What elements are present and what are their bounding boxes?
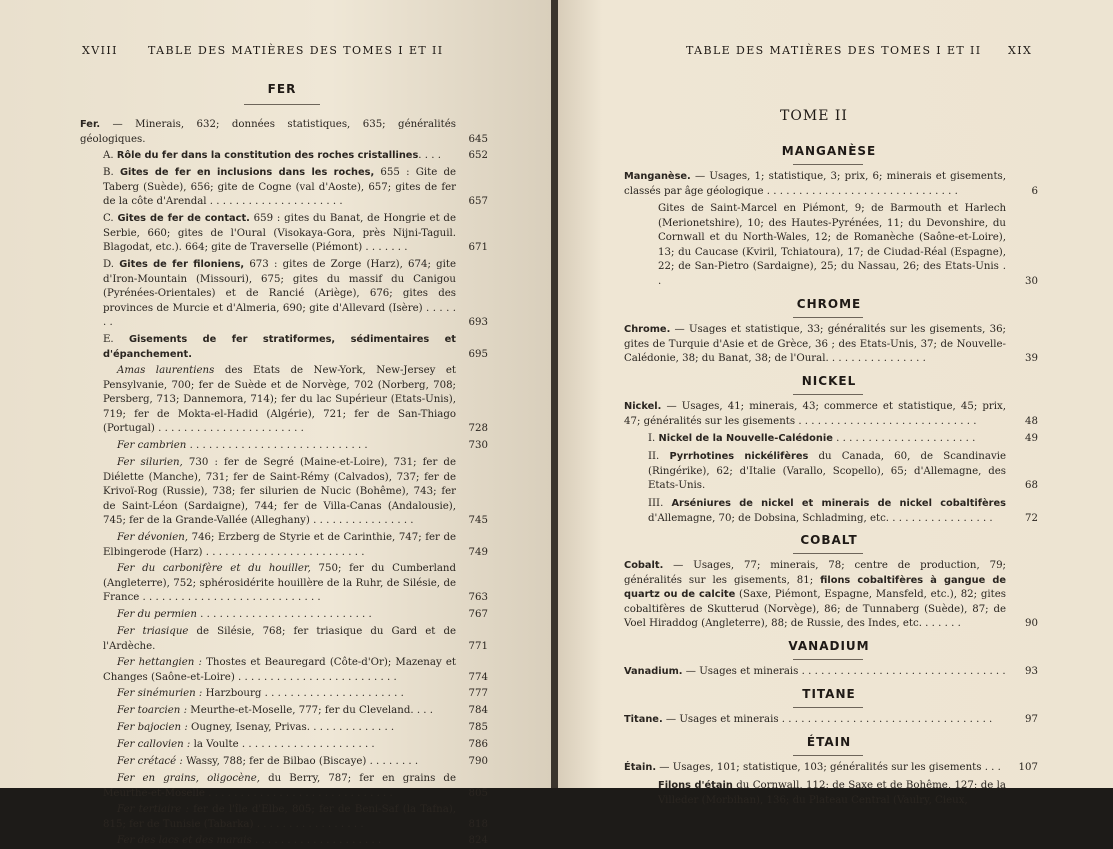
toc-entry <box>103 212 488 256</box>
page-number: 805 <box>468 787 488 799</box>
toc-entry <box>103 803 488 832</box>
entry-bold-title: Filons d'étain <box>658 780 733 791</box>
entry-text: — Usages, 41; minerais, 43; commerce et statistique, 45; prix, 47; généralités sur les gisements . . . . . . . . . . . . . . . . . . . . . . . . . . . . <box>624 401 1006 427</box>
toc-entry <box>658 779 1038 808</box>
toc-entry <box>648 497 1038 526</box>
entry-italic-title: Fer toarcien : <box>117 705 188 716</box>
left-page <box>0 0 551 846</box>
entry-head: I. <box>648 433 659 444</box>
page-number: 68 <box>1025 480 1038 492</box>
section-title: MANGANÈSE <box>781 144 877 158</box>
entry-text: . . . . . . . . . . . . . . . . . . . . <box>251 835 382 846</box>
page-number: 657 <box>468 196 488 208</box>
divider <box>793 707 863 708</box>
page-number: 728 <box>468 423 488 435</box>
entry-text: d'Allemagne, 70; de Dobsina, Schladming, etc. . . . . . . . . . . . . . . . . <box>648 512 993 524</box>
toc-entry <box>103 608 488 623</box>
entry-text: de Silésie, 768; fer triasique du Gard et de l'Ardèche. <box>103 626 456 652</box>
entry-text: . . . . <box>418 150 441 161</box>
section-title-fer: FER <box>267 82 297 96</box>
left-page-number: XVIII <box>82 44 118 57</box>
entry-text: — Usages, 1; statistique, 3; prix, 6; minerais et gisements, classés par âge géologique . . . . . . . . . . . . . . . . . . . . . . . . . . . . . . <box>624 171 1006 197</box>
entry-head: E. <box>103 334 129 345</box>
entry-italic-title: Fer du permien <box>117 609 197 620</box>
toc-entry <box>624 400 1038 429</box>
entry-text: du Cornwall, 112; de Saxe et de Bohême, 127; de la Villeder (Morbihan), 136; du Plateau Central (Vaulry, Cieux, <box>658 780 1007 806</box>
entry-head: A. <box>103 150 117 161</box>
page-number: 39 <box>1025 353 1038 365</box>
entry-text: Ougney, Isenay, Privas. . . . . . . . . . . . . . <box>187 722 395 733</box>
entry-italic-title: Fer cambrien <box>117 440 187 451</box>
section-title: COBALT <box>800 533 858 547</box>
section-title: NICKEL <box>801 374 857 388</box>
divider <box>793 553 863 554</box>
page-number: 777 <box>468 688 488 699</box>
divider <box>244 104 320 105</box>
entry-head: Chrome. <box>624 324 671 335</box>
toc-entry <box>103 439 488 454</box>
toc-entry <box>103 149 488 164</box>
page-number: 695 <box>468 348 488 360</box>
page-number: 693 <box>468 317 488 329</box>
toc-entry <box>103 562 488 606</box>
toc-entry <box>103 333 488 362</box>
entry-italic-title: Fer silurien, <box>117 457 183 468</box>
entry-text: . . . . . . . . . . . . . . . . . . . . . . . . . . . . <box>186 440 368 451</box>
entry-text: . . . . . . . . . . . . . . . . . . . . . . . . . . . <box>196 609 372 620</box>
toc-entry <box>103 772 488 801</box>
toc-entry <box>624 559 1038 632</box>
entry-bold-title: Pyrrhotines nickélifères <box>669 451 809 462</box>
entry-italic-title: Fer du carbonifère et du houiller, <box>117 563 311 574</box>
entry-text: Gites de Saint-Marcel en Piémont, 9; de Barmouth et Harlech (Merionetshire), 10; des Hautes-Pyrénées, 11; du Devonshire, du Cornwall et du North-Wales, 12; de Romanèche (Saône-et-Loire), 13; du Caucase (Kviril, Tchiatoura), 17; de Ciudad-Réal (Espagne), 22; de San-Pietro (Sardaigne), 25; du Nassau, 26; des Etats-Unis . . <box>658 203 1006 287</box>
page-number: 767 <box>468 609 488 620</box>
entry-text: Harzbourg . . . . . . . . . . . . . . . . . . . . . . <box>202 688 404 699</box>
page-number: 818 <box>468 818 488 830</box>
entry-italic-title: Amas laurentiens <box>117 365 215 376</box>
page-number: 730 <box>468 440 488 451</box>
entry-italic-title: Fer tertiaire : <box>117 804 189 815</box>
divider <box>793 164 863 165</box>
entry-head: II. <box>648 451 670 462</box>
entry-text: la Voulte . . . . . . . . . . . . . . . . . . . . . <box>190 739 375 750</box>
entry-text: du Canada, 60, de Scandinavie (Ringérike), 62; d'Italie (Varallo, Scopello), 65; d'Allemagne, des Etats-Unis. <box>648 451 1006 492</box>
entry-italic-title: Fer hettangien : <box>117 657 202 668</box>
toc-entry <box>103 531 488 560</box>
entry-text: des Etats de New-York, New-Jersey et Pensylvanie, 700; fer de Suède et de Norvège, 702 (Norberg, 708; Persberg, 713; Dannemora, 714); fer du lac Supérieur (Etats-Unis), 719; fer de Mokta-el-Hadid (Algérie), 721; fer de San-Thiago (Portugal) . . . . . . . . . . . . . . . . . . . . . . . <box>103 365 456 435</box>
entry-italic-title: Fer callovien : <box>117 739 191 750</box>
entry-head: B. <box>103 167 120 178</box>
toc-entry <box>103 721 488 736</box>
toc-entry <box>103 687 488 702</box>
right-running-head: TABLE DES MATIÈRES DES TOMES I ET II <box>686 44 982 57</box>
toc-entry <box>624 665 1038 680</box>
entry-text: . . . . . . . . . . . . . . . . . . . . . . <box>832 433 976 444</box>
entry-bold-title: Arséniures de nickel et minerais de nickel cobaltifères <box>671 498 1006 509</box>
entry-text: 673 : gites de Zorge (Harz), 674; gite d'Iron-Mountain (Missouri), 675; gites du massif du Canigou (Pyrénées-Orientales) et de Rancié (Ariège), 676; gites des provinces de Murcie et d'Almeria, 690; gite d'Allevard (Isère) . . . . . . . <box>103 259 457 329</box>
entry-italic-title: Fer bajocien : <box>117 722 188 733</box>
section-title: VANADIUM <box>788 639 870 653</box>
toc-entry <box>624 323 1038 367</box>
page-number: 745 <box>468 515 488 527</box>
toc-entry <box>103 166 488 210</box>
entry-italic-title: Fer en grains, oligocène, <box>117 773 260 784</box>
entry-head: Étain. <box>624 762 657 773</box>
toc-entry <box>103 755 488 770</box>
entry-head: Cobalt. <box>624 560 664 571</box>
entry-italic-title: Fer triasique <box>117 626 189 637</box>
entry-text: 750; fer du Cumberland (Angleterre), 752; sphérosidérite houillère de la Ruhr, de Silésie, de France . . . . . . . . . . . . . . . . . . . . . . . . . . . . <box>103 563 456 604</box>
entry-head: C. <box>103 213 118 224</box>
entry-italic-title: Fer dévonien, <box>117 532 189 543</box>
page-number: 107 <box>1018 762 1038 773</box>
page-number: 30 <box>1025 275 1038 287</box>
entry-text-continued: (Saxe, Piémont, Espagne, Mansfeld, etc.), 82; gites cobaltifères de Skutterud (Norvège), 86; de Tunnaberg (Suède), 87; de Voel Hiraddog (Angleterre), 88; de Russie, des Indes, etc. . . . . . . <box>624 589 1006 630</box>
entry-head: Titane. <box>624 714 663 725</box>
toc-entry <box>624 761 1038 776</box>
page-number: 671 <box>468 242 488 254</box>
page-number: 6 <box>1031 185 1038 197</box>
entry-head: Manganèse. <box>624 171 691 182</box>
divider <box>793 755 863 756</box>
section-title: TITANE <box>802 687 856 701</box>
toc-entry <box>103 456 488 529</box>
page-number: 93 <box>1025 666 1038 677</box>
toc-entry <box>648 450 1038 494</box>
right-page-number: XIX <box>1008 44 1033 57</box>
page-number: 49 <box>1025 433 1038 444</box>
page-number: 824 <box>468 835 488 846</box>
entry-head: III. <box>648 498 672 509</box>
entry-bold-title: Gites de fer en inclusions dans les roches, <box>119 167 375 178</box>
page-number: 645 <box>468 133 488 145</box>
divider <box>793 394 863 395</box>
toc-entry <box>103 834 488 849</box>
entry-bold-title: Gites de fer de contact. <box>117 213 250 224</box>
page-number: 790 <box>468 756 488 767</box>
page-number: 652 <box>468 150 488 161</box>
entry-italic-title: Fer sinémurien : <box>117 688 203 699</box>
toc-entry <box>658 202 1038 290</box>
entry-text: fer de l'île d'Elbe, 805; fer de Beni-Saf (la Tafna), 815; fer de Tunisie (Tabarka) . . . . . . . . . . . . . . . . . <box>103 804 456 830</box>
page-number: 749 <box>468 546 488 558</box>
toc-entry <box>103 656 488 685</box>
section-title: ÉTAIN <box>806 735 852 749</box>
section-title: CHROME <box>796 297 862 311</box>
page-number: 763 <box>468 592 488 604</box>
page-number: 90 <box>1025 618 1038 630</box>
entry-text: Wassy, 788; fer de Bilbao (Biscaye) . . . . . . . . <box>182 756 419 767</box>
toc-entry <box>103 704 488 719</box>
divider <box>793 659 863 660</box>
entry-text: 659 : gites du Banat, de Hongrie et de Serbie, 660; gites de l'Oural (Visokaya-Gora, près Nijni-Taguil. Blagodat, etc.). 664; gite de Traverselle (Piémont) . . . . . . . <box>103 213 456 254</box>
entry-italic-title: Fer crétacé : <box>117 756 183 767</box>
right-page <box>558 0 1113 806</box>
page-number: 774 <box>468 671 488 683</box>
entry-text: 655 : Gite de Taberg (Suède), 656; gite de Cogne (val d'Aoste), 657; gites de fer de la côte d'Arendal . . . . . . . . . . . . . . . . . . . . . <box>103 167 456 208</box>
left-running-head: TABLE DES MATIÈRES DES TOMES I ET II <box>148 44 444 57</box>
toc-entry <box>103 738 488 753</box>
entry-italic-title: Fer des lacs et des marais <box>117 835 252 846</box>
entry-text: — Usages, 77; minerais, 78; centre de production, 79; généralités sur les gisements, 81; <box>624 560 1006 586</box>
page-number: 48 <box>1025 415 1038 427</box>
page-number: 786 <box>468 739 488 750</box>
toc-entry <box>80 118 488 147</box>
entry-text: Meurthe-et-Moselle, 777; fer du Cleveland. . . . <box>187 705 434 716</box>
entry-text: du Berry, 787; fer en grains de Meurthe-et-Moselle . . . . . . . . . . . . . . . . . . . . . . . . . . . . . <box>103 773 456 799</box>
entry-head: D. <box>103 259 120 270</box>
book-gutter <box>551 0 558 788</box>
entry-head: Fer. <box>80 119 101 130</box>
entry-head: Nickel. <box>624 401 662 412</box>
page-number: 771 <box>468 640 488 652</box>
entry-text: — Usages et minerais . . . . . . . . . . . . . . . . . . . . . . . . . . . . . . . . <box>682 666 1006 677</box>
entry-text: Thostes et Beauregard (Côte-d'Or); Mazenay et Changes (Saône-et-Loire) . . . . . . . . . . . . . . . . . . . . . . . . . <box>103 657 456 683</box>
toc-entry <box>103 625 488 654</box>
toc-entry <box>624 713 1038 728</box>
entry-text: 746; Erzberg de Styrie et de Carinthie, 747; fer de Elbingerode (Harz) . . . . . . . . . . . . . . . . . . . . . . . . . <box>103 532 456 558</box>
toc-entry <box>103 364 488 437</box>
toc-entry <box>624 170 1038 199</box>
page-number: 97 <box>1025 714 1038 725</box>
entry-text: — Usages et minerais . . . . . . . . . . . . . . . . . . . . . . . . . . . . . . . . . <box>662 714 993 725</box>
toc-entry <box>103 258 488 331</box>
entry-bold-title: Gites de fer filoniens, <box>119 259 245 270</box>
entry-text: 730 : fer de Segré (Maine-et-Loire), 731; fer de Diélette (Manche), 731; fer de Saint-Rémy (Calvados), 737; fer de Krivoï-Rog (Russie), 738; fer silurien de Nucic (Bohême), 743; fer de Saint-Léon (Sardaigne), 744; fer de Villa-Canas (Andalousie), 745; fer de la Grande-Vallée (Alleghany) . . . . . . . . . . . . . . . . <box>103 457 456 527</box>
entry-text: — Minerais, 632; données statistiques, 635; généralités géologiques. <box>80 119 456 145</box>
entry-bold-text: filons cobaltifères à gangue de quartz ou de calcite <box>624 574 1006 601</box>
entry-text: — Usages, 101; statistique, 103; généralités sur les gisements . . . <box>656 762 1001 773</box>
tome-title: TOME II <box>780 108 848 124</box>
entry-bold-title: Nickel de la Nouvelle-Calédonie <box>658 433 833 444</box>
page-number: 784 <box>468 705 488 716</box>
entry-text: — Usages et statistique, 33; généralités sur les gisements, 36; gites de Turquie d'Asie et de Grèce, 36 ; des Etats-Unis, 37; de Nouvelle-Calédonie, 38; du Banat, 38; de l'Oural. . . . . . . . . . . . . . . . <box>624 324 1006 365</box>
page-number: 785 <box>468 722 488 733</box>
entry-bold-title: Rôle du fer dans la constitution des roches cristallines <box>116 150 419 161</box>
entry-bold-title: Gisements de fer stratiformes, sédimentaires et d'épanchement. <box>103 334 456 360</box>
entry-head: Vanadium. <box>624 666 683 677</box>
divider <box>793 317 863 318</box>
toc-entry <box>648 432 1038 447</box>
page-number: 72 <box>1025 512 1038 524</box>
